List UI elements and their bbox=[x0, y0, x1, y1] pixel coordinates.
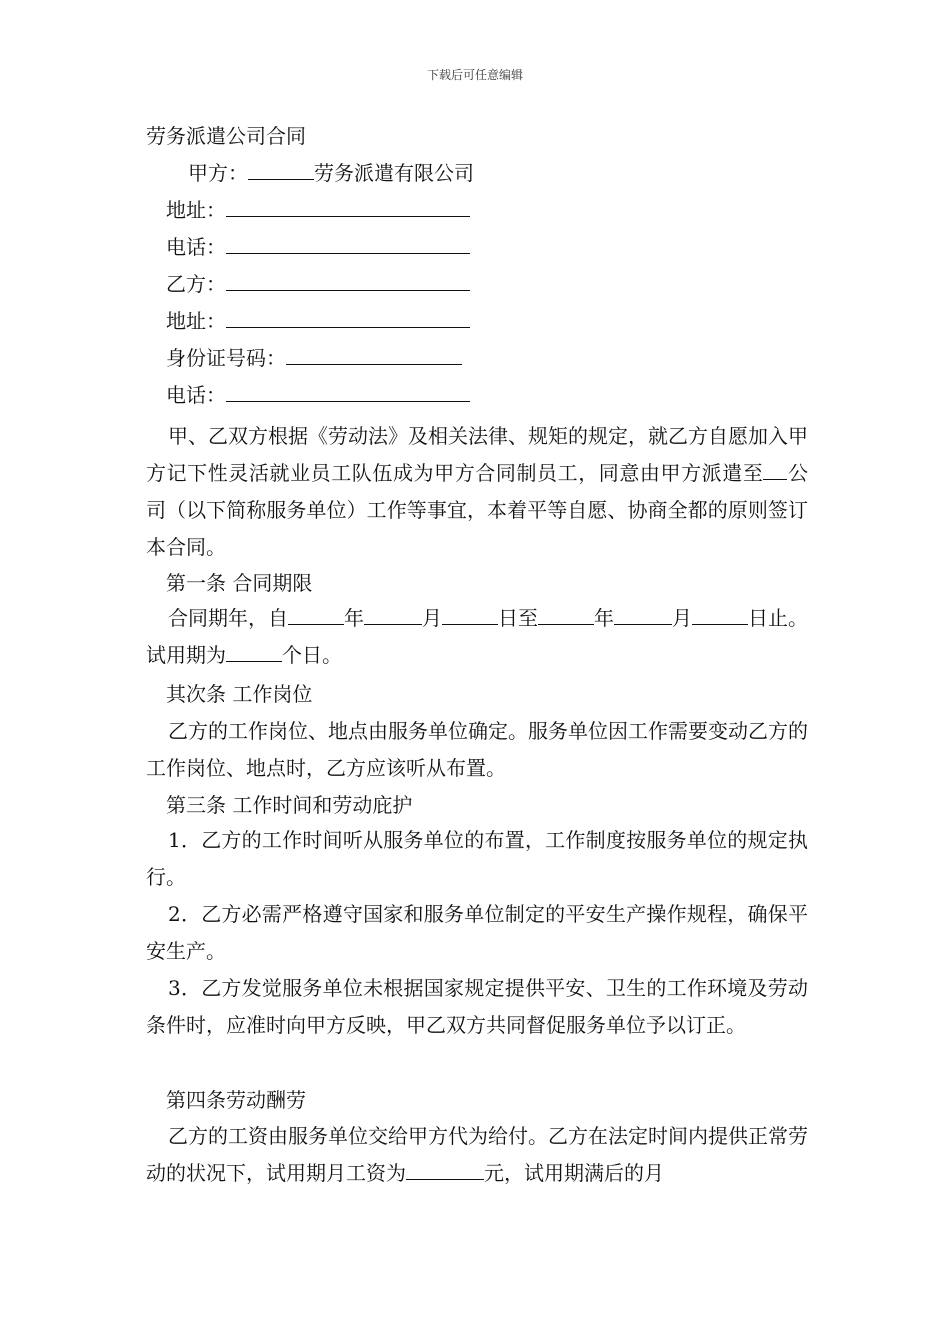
start-day-blank[interactable] bbox=[442, 604, 498, 625]
field-id-number bbox=[166, 344, 462, 372]
article2-heading: 其次条 工作岗位 bbox=[166, 682, 313, 706]
end-year-blank[interactable] bbox=[538, 604, 594, 625]
end-day-blank[interactable] bbox=[692, 604, 748, 625]
intro-text-after: 公司（以下简称服务单位）工作等事宜，本着平等自愿、协商全都的原则签订本合同。 bbox=[146, 461, 809, 559]
intro-paragraph bbox=[146, 418, 808, 566]
field-blank[interactable] bbox=[226, 381, 470, 402]
field-address-b bbox=[166, 307, 470, 335]
article3-heading: 第三条 工作时间和劳动庇护 bbox=[166, 793, 413, 817]
article1-paragraph bbox=[146, 600, 808, 674]
field-address-a bbox=[166, 196, 470, 224]
year-label: 年 bbox=[594, 606, 614, 630]
field-phone-b bbox=[166, 381, 470, 409]
field-blank[interactable] bbox=[226, 270, 470, 291]
month-label: 月 bbox=[422, 606, 442, 630]
article4-heading: 第四条劳动酬劳 bbox=[166, 1088, 306, 1112]
document-title: 劳务派遣公司合同 bbox=[146, 124, 306, 148]
field-blank[interactable] bbox=[226, 233, 470, 254]
start-month-blank[interactable] bbox=[364, 604, 422, 625]
intro-company-blank[interactable] bbox=[763, 459, 787, 480]
field-party-b bbox=[166, 270, 470, 298]
article4-paragraph bbox=[146, 1118, 808, 1192]
field-label: 身份证号码： bbox=[166, 346, 286, 370]
start-year-blank[interactable] bbox=[288, 604, 344, 625]
article3-item-3: 3．乙方发觉服务单位未根据国家规定提供平安、卫生的工作环境及劳动条件时，应准时向甲方反映，甲乙双方共同督促服务单位予以订正。 bbox=[146, 976, 808, 1037]
field-label: 乙方： bbox=[166, 272, 226, 296]
probation-blank[interactable] bbox=[226, 641, 282, 662]
field-blank[interactable] bbox=[286, 344, 462, 365]
field-label: 电话： bbox=[166, 235, 226, 259]
field-label: 地址： bbox=[166, 198, 226, 222]
article3-item-2: 2．乙方必需严格遵守国家和服务单位制定的平安生产操作规程，确保平安生产。 bbox=[146, 902, 808, 963]
probation-salary-blank[interactable] bbox=[406, 1159, 484, 1180]
end-month-blank[interactable] bbox=[614, 604, 672, 625]
party-a-blank[interactable] bbox=[248, 159, 314, 180]
day-to-label: 日至 bbox=[498, 606, 538, 630]
article1-probation-text: 止。试用期为 bbox=[146, 606, 808, 667]
article1-probation-unit: 个日。 bbox=[282, 643, 342, 667]
year-label: 年 bbox=[344, 606, 364, 630]
field-label: 电话： bbox=[166, 383, 226, 407]
page-header-note: 下载后可任意编辑 bbox=[426, 68, 523, 82]
field-label: 地址： bbox=[166, 309, 226, 333]
party-a-line bbox=[188, 159, 474, 187]
field-blank[interactable] bbox=[226, 307, 470, 328]
party-a-name: 劳务派遣有限公司 bbox=[314, 161, 474, 185]
article3-item-1: 1．乙方的工作时间听从服务单位的布置，工作制度按服务单位的规定执行。 bbox=[146, 828, 808, 889]
article4-text-before: 乙方的工资由服务单位交给甲方代为给付。乙方在法定时间内提供正常劳动的状况下，试用期月工资为 bbox=[146, 1124, 808, 1185]
intro-text-before: 甲、乙双方根据《劳动法》及相关法律、规矩的规定，就乙方自愿加入甲方记下性灵活就业员工队伍成为甲方合同制员工，同意由甲方派遣至 bbox=[146, 424, 808, 485]
field-phone-a bbox=[166, 233, 470, 261]
field-blank[interactable] bbox=[226, 196, 470, 217]
article4-text-after: 元，试用期满后的月 bbox=[484, 1161, 664, 1185]
day-label: 日 bbox=[748, 606, 768, 630]
article1-heading: 第一条 合同期限 bbox=[166, 571, 313, 595]
article2-paragraph: 乙方的工作岗位、地点由服务单位确定。服务单位因工作需要变动乙方的工作岗位、地点时，乙方应该听从布置。 bbox=[146, 719, 808, 780]
party-a-label: 甲方： bbox=[188, 161, 248, 185]
month-label: 月 bbox=[672, 606, 692, 630]
article1-text: 合同期年，自 bbox=[168, 606, 288, 630]
